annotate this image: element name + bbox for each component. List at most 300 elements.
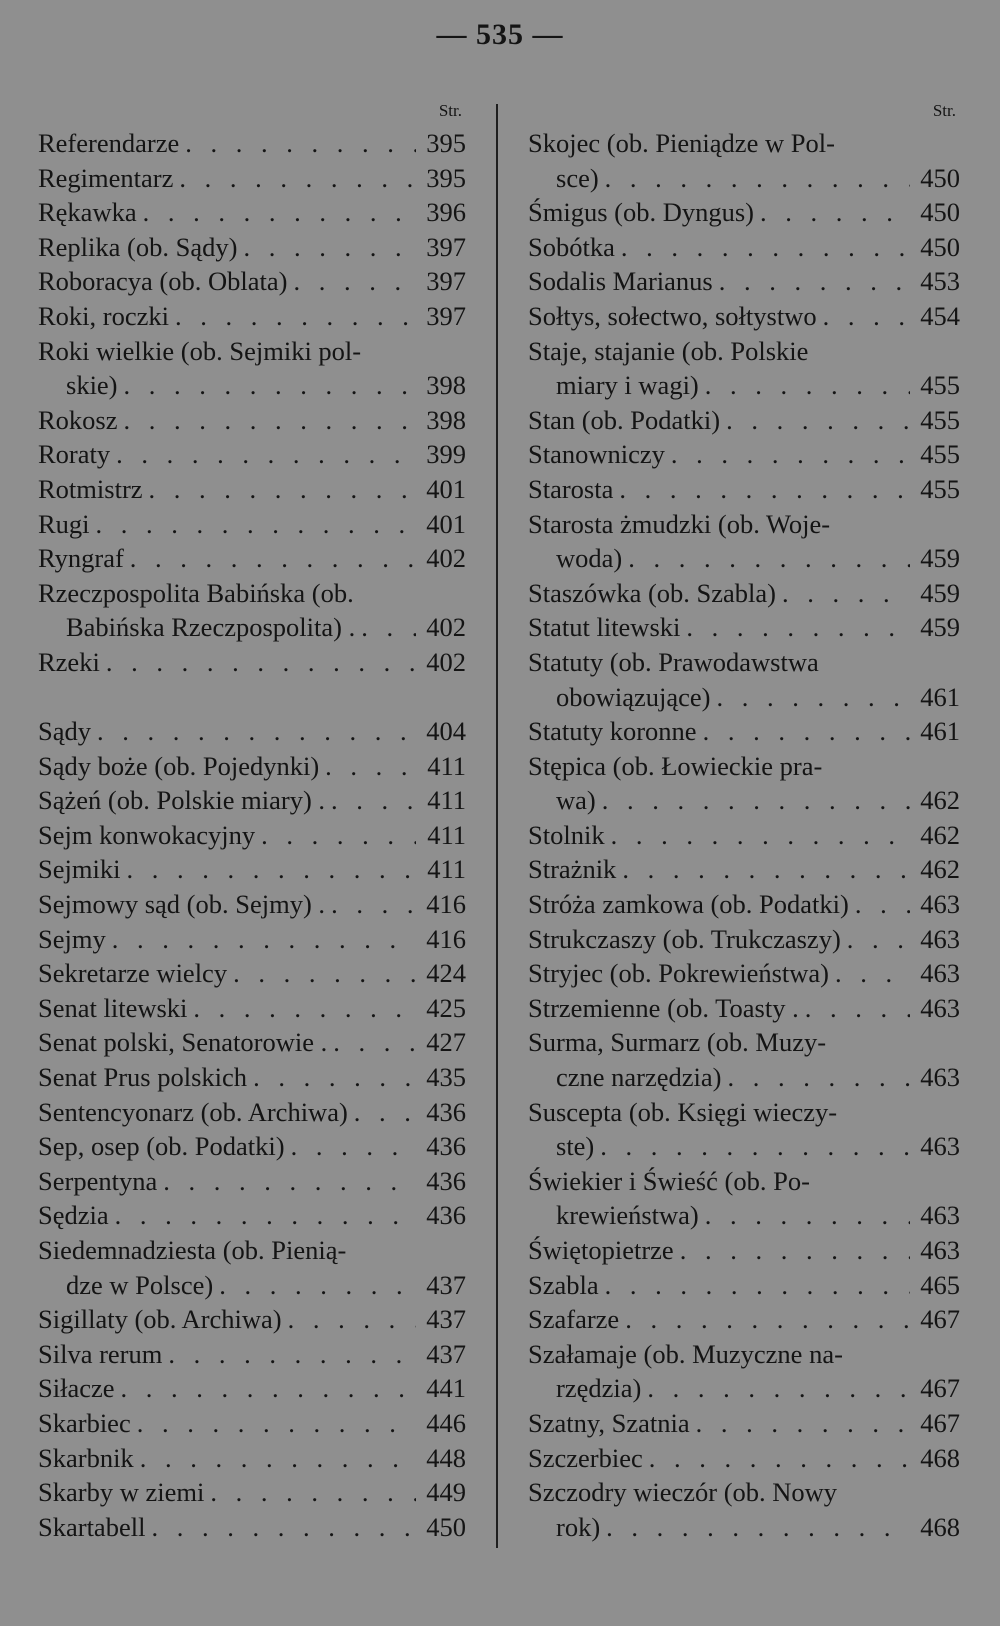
leader-dots [355, 610, 416, 645]
index-entry-line [38, 818, 466, 853]
entry-page-number: 402 [426, 612, 466, 643]
entry-term: Szafarze [528, 1304, 620, 1335]
index-entry-line [38, 1164, 466, 1199]
entry-term: wa) [556, 785, 596, 816]
index-entry-line [38, 1475, 466, 1510]
entry-page-number: 398 [426, 370, 466, 401]
entry-page-number: 436 [426, 1200, 466, 1231]
index-entry [528, 195, 960, 230]
index-entry [38, 645, 466, 680]
index-entry [38, 1510, 466, 1545]
entry-term: Rotmistrz [38, 473, 143, 504]
entry-page-number: 455 [920, 404, 960, 435]
index-entry [38, 1233, 466, 1302]
index-entry [38, 230, 466, 265]
index-entry-line [528, 1268, 960, 1303]
index-entry [528, 1268, 960, 1303]
entry-term: Referendarze [38, 128, 180, 158]
leader-dots [348, 1095, 416, 1130]
leader-dots [90, 507, 416, 542]
entry-term: Stryjec (ob. Pokrewieństwa) [528, 958, 829, 989]
index-entries-right [528, 126, 960, 1544]
index-entry [38, 334, 466, 403]
entry-page-number: 455 [920, 370, 960, 401]
entry-term: Świętopietrze [528, 1235, 674, 1265]
entry-page-number: 416 [426, 889, 466, 920]
entry-term: Suscepta (ob. Księgi wieczy- [528, 1096, 838, 1127]
leader-dots [697, 714, 910, 749]
entry-term: Szabla [528, 1269, 599, 1300]
index-entry [38, 576, 466, 645]
entry-term: Sentencyonarz (ob. Archiwa) [38, 1096, 348, 1127]
entry-page-number: 425 [426, 992, 466, 1023]
entry-page-number: 468 [920, 1511, 960, 1542]
entry-term: Sejmiki [38, 854, 121, 885]
leader-dots [776, 576, 910, 611]
entry-term: Regimentarz [38, 162, 174, 193]
entry-page-number: 411 [427, 819, 466, 850]
index-entry [528, 1475, 960, 1544]
leader-dots [157, 1164, 416, 1199]
leader-dots [327, 1025, 416, 1060]
index-entry-line [528, 576, 960, 611]
leader-dots [169, 299, 416, 334]
index-entry [38, 1198, 466, 1233]
index-entry-line [38, 1129, 466, 1164]
index-entry-line [528, 1025, 960, 1060]
entry-term: Roboracya (ob. Oblata) [38, 266, 288, 297]
leader-dots [720, 403, 910, 438]
index-entry [528, 230, 960, 265]
entry-term: rzędzia) [556, 1373, 642, 1404]
index-entry-line [528, 749, 960, 784]
index-entry-line [528, 230, 960, 265]
entry-term: Sekretarze wielcy [38, 958, 228, 989]
leader-dots [674, 1233, 910, 1268]
entry-term: Siłacze [38, 1373, 115, 1404]
entry-term: Rokosz [38, 404, 118, 435]
entry-term: Starosta [528, 473, 614, 504]
index-entries-left [38, 126, 466, 1544]
leader-dots [594, 1129, 910, 1164]
leader-dots [282, 1302, 416, 1337]
index-entry-line [528, 956, 960, 991]
index-entry-line [528, 887, 960, 922]
index-entry [528, 887, 960, 922]
entry-page-number: 450 [920, 162, 960, 193]
entry-page-number: 401 [426, 473, 466, 504]
index-entry-line [528, 991, 960, 1026]
leader-dots [131, 1406, 416, 1441]
index-entry [38, 1164, 466, 1199]
entry-term: Skartabell [38, 1511, 146, 1542]
index-entry-line [528, 1129, 960, 1164]
index-entry [38, 437, 466, 472]
entry-term: Senat polski, Senatorowie . [38, 1027, 328, 1058]
index-entry [38, 195, 466, 230]
leader-dots [91, 714, 416, 749]
leader-dots [109, 1198, 416, 1233]
entry-page-number: 461 [920, 716, 960, 747]
leader-dots [227, 956, 416, 991]
entry-term: obowiązujące) [556, 681, 711, 712]
entry-term: Stanowniczy [528, 439, 665, 470]
entry-term: Skarbiec [38, 1407, 131, 1438]
entry-page-number: 395 [426, 162, 466, 193]
entry-page-number: 397 [426, 300, 466, 331]
entry-term: Sobótka [528, 231, 615, 262]
entry-page-number: 441 [426, 1373, 466, 1404]
index-entry [528, 437, 960, 472]
leader-dots [162, 1337, 416, 1372]
index-entry [528, 1164, 960, 1233]
index-entry-line [38, 368, 466, 403]
index-entry [38, 1302, 466, 1337]
leader-dots [173, 161, 416, 196]
leader-dots [187, 991, 416, 1026]
index-entry [38, 1406, 466, 1441]
index-entry-line [38, 541, 466, 576]
entry-term: Sodalis Marianus [528, 266, 713, 297]
entry-page-number: 411 [427, 750, 466, 781]
index-entry-line [38, 1025, 466, 1060]
entry-page-number: 463 [920, 889, 960, 920]
index-entry [528, 126, 960, 195]
entry-term: Siedemnadziesta (ob. Pienią- [38, 1235, 347, 1265]
index-entry [38, 1025, 466, 1060]
entry-page-number: 450 [920, 231, 960, 262]
leader-dots [619, 1302, 910, 1337]
index-entry [528, 1406, 960, 1441]
leader-dots [616, 852, 910, 887]
index-entry-line [528, 1510, 960, 1545]
leader-dots [699, 1198, 910, 1233]
index-entry-line [528, 1406, 960, 1441]
entry-term: Statuty (ob. Prawodawstwa [528, 646, 819, 677]
leader-dots [799, 991, 910, 1026]
leader-dots [285, 1129, 416, 1164]
index-entry-line [528, 1475, 960, 1510]
index-entry [528, 1025, 960, 1094]
leader-dots [255, 818, 416, 853]
index-entry-line [38, 645, 466, 680]
index-entry-line [38, 610, 466, 645]
entry-term: Rzeczpospolita Babińska (ob. [38, 577, 354, 608]
index-entry [38, 783, 466, 818]
index-entry-line [38, 126, 466, 161]
index-entry-line [38, 1233, 466, 1268]
leader-dots [599, 161, 910, 196]
entry-term: Senat Prus polskich [38, 1062, 248, 1093]
leader-dots [721, 1060, 910, 1095]
index-entry-line [528, 541, 960, 576]
index-entry [528, 576, 960, 611]
index-entry-line [38, 472, 466, 507]
index-entry [528, 1441, 960, 1476]
leader-dots [605, 818, 910, 853]
entry-page-number: 411 [427, 785, 466, 816]
index-entry-line [528, 368, 960, 403]
leader-dots [829, 956, 910, 991]
entry-term: dze w Polsce) [66, 1269, 214, 1300]
page-column-header: Str. [438, 101, 462, 120]
index-entry [528, 991, 960, 1026]
entry-term: ste) [556, 1131, 595, 1162]
leader-dots [247, 1060, 416, 1095]
entry-page-number: 399 [426, 439, 466, 470]
index-entry [38, 922, 466, 957]
leader-dots [613, 472, 910, 507]
entry-term: Statut litewski [528, 612, 681, 643]
entry-term: Sejmy [38, 923, 106, 954]
leader-dots [124, 541, 416, 576]
leader-dots [319, 749, 416, 784]
entry-page-number: 453 [920, 266, 960, 297]
entry-page-number: 398 [426, 404, 466, 435]
entry-term: Sądy boże (ob. Pojedynki) [38, 750, 320, 781]
index-entry-line [528, 783, 960, 818]
column-divider [496, 104, 498, 1548]
leader-dots [600, 1510, 910, 1545]
entry-term: Roraty [38, 439, 111, 470]
entry-term: czne narzędzia) [556, 1062, 722, 1093]
index-entry [38, 887, 466, 922]
entry-page-number: 435 [426, 1062, 466, 1093]
index-entry [38, 403, 466, 438]
entry-page-number: 463 [920, 923, 960, 954]
entry-term: rok) [556, 1511, 601, 1542]
entry-term: Świekier i Świeść (ob. Po- [528, 1165, 810, 1196]
index-entry [38, 1129, 466, 1164]
leader-dots [237, 230, 416, 265]
index-entry [528, 922, 960, 957]
leader-dots [596, 783, 910, 818]
entry-page-number: 448 [426, 1442, 466, 1473]
index-entry-line [528, 1337, 960, 1372]
entry-page-number: 463 [920, 1235, 960, 1265]
entry-page-number: 459 [920, 612, 960, 643]
index-entry-line [38, 507, 466, 542]
entry-term: Sądy [38, 716, 91, 747]
index-entry-line [528, 1060, 960, 1095]
leader-dots [849, 887, 910, 922]
entry-term: Szałamaje (ob. Muzyczne na- [528, 1338, 843, 1369]
index-entry-line [38, 437, 466, 472]
index-entry [528, 714, 960, 749]
index-entry [528, 818, 960, 853]
entry-term: Sejmowy sąd (ob. Sejmy) . [38, 889, 326, 920]
leader-dots [179, 126, 416, 161]
index-entry [528, 1337, 960, 1406]
leader-dots [615, 230, 910, 265]
index-entry-line [528, 610, 960, 645]
entry-term: Statuty koronne [528, 716, 697, 747]
index-entry-line [528, 1441, 960, 1476]
entry-term: Skarby w ziemi [38, 1477, 205, 1508]
index-entry [38, 1337, 466, 1372]
index-entry-line [38, 1095, 466, 1130]
index-entry-line [38, 714, 466, 749]
leader-dots [204, 1475, 416, 1510]
index-entry [38, 852, 466, 887]
index-entry [38, 472, 466, 507]
leader-dots [754, 195, 910, 230]
index-entry [528, 403, 960, 438]
leader-dots [680, 610, 910, 645]
entry-page-number: 462 [920, 854, 960, 885]
entry-page-number: 467 [920, 1373, 960, 1404]
leader-dots [641, 1371, 910, 1406]
leader-dots [665, 437, 910, 472]
entry-term: Rzeki [38, 646, 100, 677]
entry-term: Strażnik [528, 854, 617, 885]
index-entry-line [38, 887, 466, 922]
index-entry-line [528, 1164, 960, 1199]
entry-term: Rugi [38, 508, 90, 539]
leader-dots [106, 922, 416, 957]
entry-page-number: 446 [426, 1407, 466, 1438]
index-entry [528, 645, 960, 714]
leader-dots [287, 264, 416, 299]
leader-dots [325, 783, 416, 818]
entry-page-number: 402 [426, 543, 466, 574]
index-entry [528, 1233, 960, 1268]
index-entry [38, 714, 466, 749]
entry-term: Stróża zamkowa (ob. Podatki) [528, 889, 849, 920]
index-entry-line [38, 749, 466, 784]
index-entry-line [38, 403, 466, 438]
leader-dots [643, 1441, 910, 1476]
entry-page-number: 411 [427, 854, 466, 885]
entry-page-number: 462 [920, 785, 960, 816]
entry-page-number: 468 [920, 1442, 960, 1473]
entry-term: Senat litewski [38, 992, 188, 1023]
entry-page-number: 416 [426, 923, 466, 954]
entry-term: Sążeń (ob. Polskie miary) . [38, 785, 326, 816]
index-entry [38, 991, 466, 1026]
entry-page-number: 450 [920, 197, 960, 228]
index-entry [38, 507, 466, 542]
index-entry-line [38, 783, 466, 818]
entry-page-number: 450 [426, 1511, 466, 1542]
index-entry [528, 956, 960, 991]
entry-term: skie) [66, 370, 118, 401]
entry-term: Strukczaszy (ob. Trukczaszy) [528, 923, 841, 954]
entry-page-number: 437 [426, 1304, 466, 1335]
index-entry-line [528, 264, 960, 299]
index-entry-line [38, 1302, 466, 1337]
entry-page-number: 463 [920, 1200, 960, 1231]
entry-page-number: 436 [426, 1165, 466, 1196]
index-entry-line [528, 1198, 960, 1233]
index-entry [38, 299, 466, 334]
index-entry-line [528, 645, 960, 680]
entry-page-number: 463 [920, 958, 960, 989]
leader-dots [100, 645, 416, 680]
index-entry [38, 264, 466, 299]
entry-term: Sędzia [38, 1200, 109, 1231]
entry-page-number: 397 [426, 231, 466, 262]
index-entry-line [38, 1060, 466, 1095]
index-entry [528, 264, 960, 299]
entry-page-number: 465 [920, 1269, 960, 1300]
entry-page-number: 401 [426, 508, 466, 539]
index-entry-line [528, 1371, 960, 1406]
index-entry-line [38, 264, 466, 299]
entry-term: Staje, stajanie (ob. Polskie [528, 335, 809, 366]
index-entry-line [528, 334, 960, 369]
entry-page-number: 404 [426, 716, 466, 747]
index-entry-line [38, 195, 466, 230]
index-entry [528, 610, 960, 645]
entry-term: Surma, Surmarz (ob. Muzy- [528, 1027, 827, 1058]
index-entry [38, 1060, 466, 1095]
index-entry-line [38, 334, 466, 369]
index-entry-line [38, 299, 466, 334]
entry-page-number: 437 [426, 1269, 466, 1300]
index-entry-line [38, 1337, 466, 1372]
index-entry [528, 852, 960, 887]
index-entry [528, 507, 960, 576]
index-entry [38, 1475, 466, 1510]
index-entry [528, 1302, 960, 1337]
index-entry-line [528, 472, 960, 507]
leader-dots [137, 195, 416, 230]
index-entry-line [528, 299, 960, 334]
leader-dots [711, 680, 911, 715]
index-entry [38, 541, 466, 576]
entry-page-number: 467 [920, 1407, 960, 1438]
entry-page-number: 436 [426, 1096, 466, 1127]
entry-term: Roki, roczki [38, 300, 169, 331]
leader-dots [118, 368, 416, 403]
entry-page-number: 455 [920, 473, 960, 504]
entry-term: krewieństwa) [556, 1200, 699, 1231]
entry-page-number: 467 [920, 1304, 960, 1335]
index-entry-line [38, 1371, 466, 1406]
entry-term: Rękawka [38, 197, 137, 228]
index-entry [38, 1441, 466, 1476]
entry-term: Replika (ob. Sądy) [38, 231, 238, 262]
entry-page-number: 449 [426, 1477, 466, 1508]
entry-page-number: 395 [426, 128, 466, 158]
entry-term: Ryngraf [38, 543, 124, 574]
entry-term: Stan (ob. Podatki) [528, 404, 721, 435]
index-column-right [528, 96, 960, 1544]
index-entry-line [38, 1441, 466, 1476]
leader-dots [817, 299, 910, 334]
leader-dots [699, 368, 910, 403]
index-entry-line [38, 1198, 466, 1233]
index-entry-line [528, 680, 960, 715]
index-entry-line [38, 1406, 466, 1441]
index-entry-line [528, 161, 960, 196]
index-entry-line [38, 922, 466, 957]
entry-page-number: 463 [920, 992, 960, 1023]
entry-term: Stolnik [528, 819, 605, 850]
entry-page-number: 459 [920, 577, 960, 608]
entry-page-number: 454 [920, 300, 960, 331]
index-entry-line [38, 1268, 466, 1303]
entry-term: Stępica (ob. Łowieckie pra- [528, 750, 823, 781]
index-entry [38, 818, 466, 853]
entry-term: Skojec (ob. Pieniądze w Pol- [528, 128, 835, 158]
index-entry-line [528, 922, 960, 957]
entry-term: Starosta żmudzki (ob. Woje- [528, 508, 831, 539]
page-number: — 535 — [436, 18, 564, 51]
entry-page-number: 437 [426, 1338, 466, 1369]
index-entry-line [528, 714, 960, 749]
